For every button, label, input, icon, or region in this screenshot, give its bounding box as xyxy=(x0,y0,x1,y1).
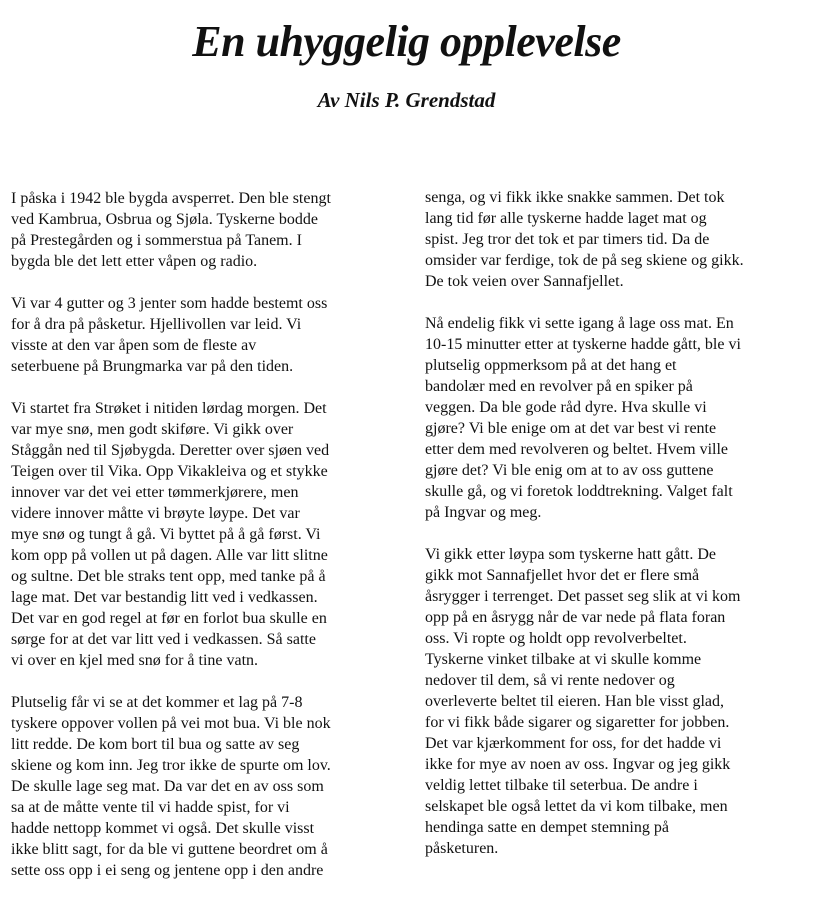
text-line: hadde nettopp kommet vi også. Det skulle visst xyxy=(11,820,315,837)
text-line: gjøre det? Vi ble enig om at to av oss guttene xyxy=(425,462,714,479)
text-line: overleverte beltet til eieren. Han ble visst glad, xyxy=(425,693,724,710)
text-line: spist. Jeg tror det tok et par timers tid. Da de xyxy=(425,231,710,248)
text-line: I påska i 1942 ble bygda avsperret. Den ble stengt xyxy=(11,190,331,207)
paragraph-gap xyxy=(425,292,813,313)
text-line: Vi gikk etter løypa som tyskerne hatt gått. De xyxy=(425,546,716,563)
text-line: bygda ble det lett etter våpen og radio. xyxy=(11,253,258,270)
text-line: for vi fikk både sigarer og sigaretter for jobben. xyxy=(425,714,730,731)
text-line: innover var det vei etter tømmerkjørere, men xyxy=(11,484,299,501)
text-line: på Ingvar og meg. xyxy=(425,504,542,521)
text-line: omsider var ferdige, tok de på seg skiene og gikk. xyxy=(425,252,744,269)
text-line: senga, og vi fikk ikke snakke sammen. Det tok xyxy=(425,189,725,206)
right-column xyxy=(425,187,813,859)
text-line: litt redde. De kom bort til bua og satte av seg xyxy=(11,736,300,753)
text-line: veggen. Da ble gode råd dyre. Hva skulle vi xyxy=(425,399,707,416)
text-line: visste at den var åpen som de fleste av xyxy=(11,337,257,354)
text-line: Nå endelig fikk vi sette igang å lage oss mat. En xyxy=(425,315,734,332)
paragraph xyxy=(425,187,813,292)
text-line: sa at de måtte vente til vi hadde spist, for vi xyxy=(11,799,290,816)
text-line: Tyskerne vinket tilbake at vi skulle komme xyxy=(425,651,702,668)
article-byline: Av Nils P. Grendstad xyxy=(317,88,496,112)
text-line: ikke blitt sagt, for da ble vi guttene beordret om å xyxy=(11,841,328,858)
text-line: videre innover måtte vi brøyte løype. Det var xyxy=(11,505,300,522)
text-line: veldig lettet tilbake til seterbua. De andre i xyxy=(425,777,698,794)
text-line: sette oss opp i ei seng og jentene opp i den andre xyxy=(11,862,324,879)
text-line: oss. Vi ropte og holdt opp revolverbeltet. xyxy=(425,630,687,647)
text-line: Teigen over til Vika. Opp Vikakleiva og et stykke xyxy=(11,463,328,480)
text-line: tyskere oppover vollen på vei mot bua. Vi ble nok xyxy=(11,715,331,732)
text-line: hendinga satte en dempet stemning på xyxy=(425,819,669,836)
text-line: ikke for mye av noen av oss. Ingvar og jeg gikk xyxy=(425,756,731,773)
text-line: Plutselig får vi se at det kommer et lag på 7-8 xyxy=(11,694,303,711)
paragraph xyxy=(425,544,813,859)
text-line: De tok veien over Sannafjellet. xyxy=(425,273,624,290)
article-title: En uhyggelig opplevelse xyxy=(192,17,621,66)
paragraph xyxy=(11,398,406,671)
paragraph-gap xyxy=(425,523,813,544)
text-line: vi over en kjel med snø for å tine vatn. xyxy=(11,652,259,669)
text-line: gikk mot Sannafjellet hvor det er flere små xyxy=(425,567,700,584)
text-line: bandolær med en revolver på en spiker på xyxy=(425,378,693,395)
paragraph-gap xyxy=(11,272,406,293)
text-line: plutselig oppmerksom på at det hang et xyxy=(425,357,677,374)
text-line: Det var kjærkomment for oss, for det hadde vi xyxy=(425,735,722,752)
text-line: Vi var 4 gutter og 3 jenter som hadde bestemt oss xyxy=(11,295,328,312)
text-line: De skulle lage seg mat. Da var det en av oss som xyxy=(11,778,324,795)
text-line: skulle gå, og vi foretok loddtrekning. Valget falt xyxy=(425,483,733,500)
paragraph-gap xyxy=(11,671,406,692)
paragraph xyxy=(11,692,406,881)
text-line: nedover til dem, så vi rente nedover og xyxy=(425,672,675,689)
text-line: Vi startet fra Strøket i nitiden lørdag morgen. Det xyxy=(11,400,327,417)
text-line: var mye snø, men godt skiføre. Vi gikk over xyxy=(11,421,294,438)
text-line: lage mat. Det var bestandig litt ved i vedkassen. xyxy=(11,589,318,606)
text-line: gjøre? Vi ble enige om at det var best vi rente xyxy=(425,420,717,437)
text-line: påsketuren. xyxy=(425,840,499,857)
paragraph xyxy=(425,313,813,523)
text-line: 10-15 minutter etter at tyskerne hadde gått, ble vi xyxy=(425,336,741,353)
text-line: Ståggån ned til Sjøbygda. Deretter over sjøen ved xyxy=(11,442,330,459)
paragraph xyxy=(11,188,406,272)
text-line: etter dem med revolveren og beltet. Hvem ville xyxy=(425,441,728,458)
text-line: mye snø og tungt å gå. Vi byttet på å gå først. Vi xyxy=(11,526,321,543)
text-line: selskapet ble også lettet da vi kom tilbake, men xyxy=(425,798,728,815)
text-line: Det var en god regel at før en forlot bua skulle en xyxy=(11,610,327,627)
text-line: kom opp på vollen ut på dagen. Alle var litt slitne xyxy=(11,547,328,564)
text-line: skiene og kom inn. Jeg tror ikke de spurte om lov. xyxy=(11,757,331,774)
left-column xyxy=(11,188,406,881)
text-line: og sultne. Det ble straks tent opp, med tanke på å xyxy=(11,568,326,585)
paragraph xyxy=(11,293,406,377)
text-line: på Prestegården og i sommerstua på Tanem. I xyxy=(11,232,302,249)
text-line: lang tid før alle tyskerne hadde laget mat og xyxy=(425,210,707,227)
text-line: opp på en åsrygg når de var nede på flata foran xyxy=(425,609,726,626)
text-line: åsrygger i terrenget. Det passet seg slik at vi kom xyxy=(425,588,741,605)
paragraph-gap xyxy=(11,377,406,398)
text-line: ved Kambrua, Osbrua og Sjøla. Tyskerne bodde xyxy=(11,211,318,228)
text-line: for å dra på påsketur. Hjellivollen var leid. Vi xyxy=(11,316,302,333)
text-line: seterbuene på Brungmarka var på den tiden. xyxy=(11,358,294,375)
text-line: sørge for at det var litt ved i vedkassen. Så satte xyxy=(11,631,316,648)
